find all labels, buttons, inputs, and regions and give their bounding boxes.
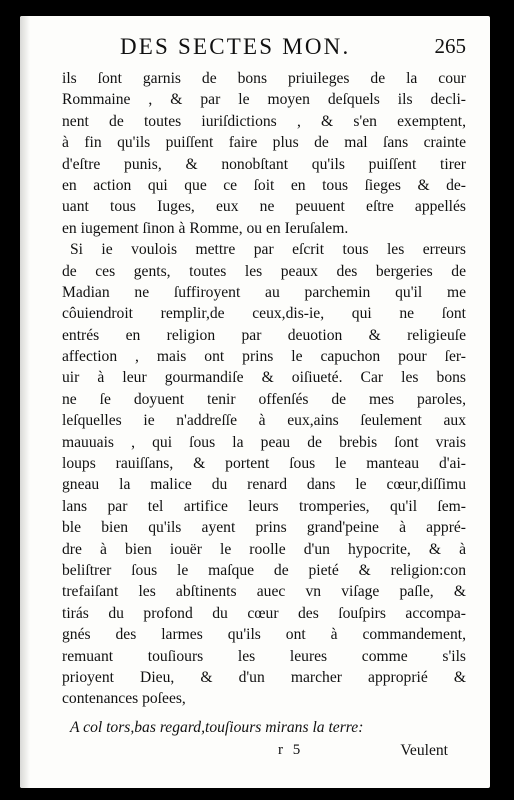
- book-page: [20, 16, 490, 788]
- text-line: lans par tel artifice leurs tromperies, qu'il ſem-: [62, 497, 466, 515]
- text-line: ble bien qu'ils ayent prins grand'peine à appré-: [62, 519, 466, 537]
- text-line: d'eſtre punis, & nonobſtant qu'ils puiſſent tirer: [62, 155, 466, 173]
- text-line: contenances poſees,: [62, 690, 186, 708]
- text-line: ils ſont garnis de bons priuileges de la cour: [62, 70, 466, 87]
- text-line: Si ie voulois mettre par eſcrit tous les erreurs: [70, 241, 466, 259]
- text-line: côuiendroit remplir,de ceux,dis-ie, qui ne ſont: [62, 305, 466, 323]
- text-line: dre à bien iouër le roolle d'un hypocrite, & à: [62, 540, 466, 558]
- text-line: de ces gents, toutes les peaux des bergeries de: [62, 262, 466, 280]
- running-head: DES SECTES MON.: [120, 34, 351, 59]
- body-text: [62, 68, 466, 710]
- text-line: remuant touſiours les leures comme s'ils: [62, 647, 466, 665]
- text-line: ne ſe doyuent tenir offenſés de mes paroles,: [62, 390, 466, 408]
- text-line: trefaiſant les abſtinents auec vn viſage paſle, &: [62, 583, 466, 601]
- text-line: uir à leur gourmandiſe & oiſiueté. Car les bons: [62, 369, 466, 387]
- text-line: nent de toutes iuriſdictions , & s'en exemptent,: [62, 112, 466, 130]
- signature-mark: r 5: [278, 742, 304, 758]
- text-line: loups rauiſſans, & portent ſous le manteau d'ai-: [62, 455, 466, 473]
- text-line: en iugement ſinon à Romme, ou en Ieruſalem.: [62, 219, 349, 237]
- text-line: tirás du profond du cœur des ſouſpirs accompa-: [62, 604, 466, 622]
- text-line: à fin qu'ils puiſſent faire plus de mal ſans crainte: [62, 134, 466, 152]
- text-line: uant tous Iuges, eux ne peuuent eſtre appellés: [62, 198, 466, 216]
- text-line: Rommaine , & par le moyen deſquels ils decli-: [62, 91, 466, 109]
- verse-line: A col tors,bas regard,touſiours mirans la terre:: [70, 719, 364, 736]
- text-line: entrés en religion par deuotion & religieuſe: [62, 326, 466, 344]
- text-line: beliſtrer ſous le maſque de pieté & religion:con: [62, 561, 466, 579]
- page-number: 265: [434, 34, 466, 58]
- text-line: prioyent Dieu, & d'un marcher approprié &: [62, 668, 466, 686]
- text-line: Madian ne ſuffiroyent au parchemin qu'il me: [62, 283, 466, 301]
- text-line: en action qui que ce ſoit en tous ſieges & de-: [62, 176, 466, 194]
- catchword: Veulent: [400, 742, 448, 759]
- text-line: mauuais , qui ſous la peau de brebis ſont vrais: [62, 433, 466, 451]
- text-line: affection , mais ont prins le capuchon pour ſer-: [62, 348, 466, 366]
- text-line: gneau la malice du renard dans le cœur,diſſimu: [62, 476, 466, 494]
- text-line: leſquelles ie n'addreſſe à eux,ains ſeulement aux: [62, 412, 466, 430]
- text-line: gnés des larmes qu'ils ont à commandement,: [62, 626, 466, 644]
- gutter-shadow: [20, 16, 30, 788]
